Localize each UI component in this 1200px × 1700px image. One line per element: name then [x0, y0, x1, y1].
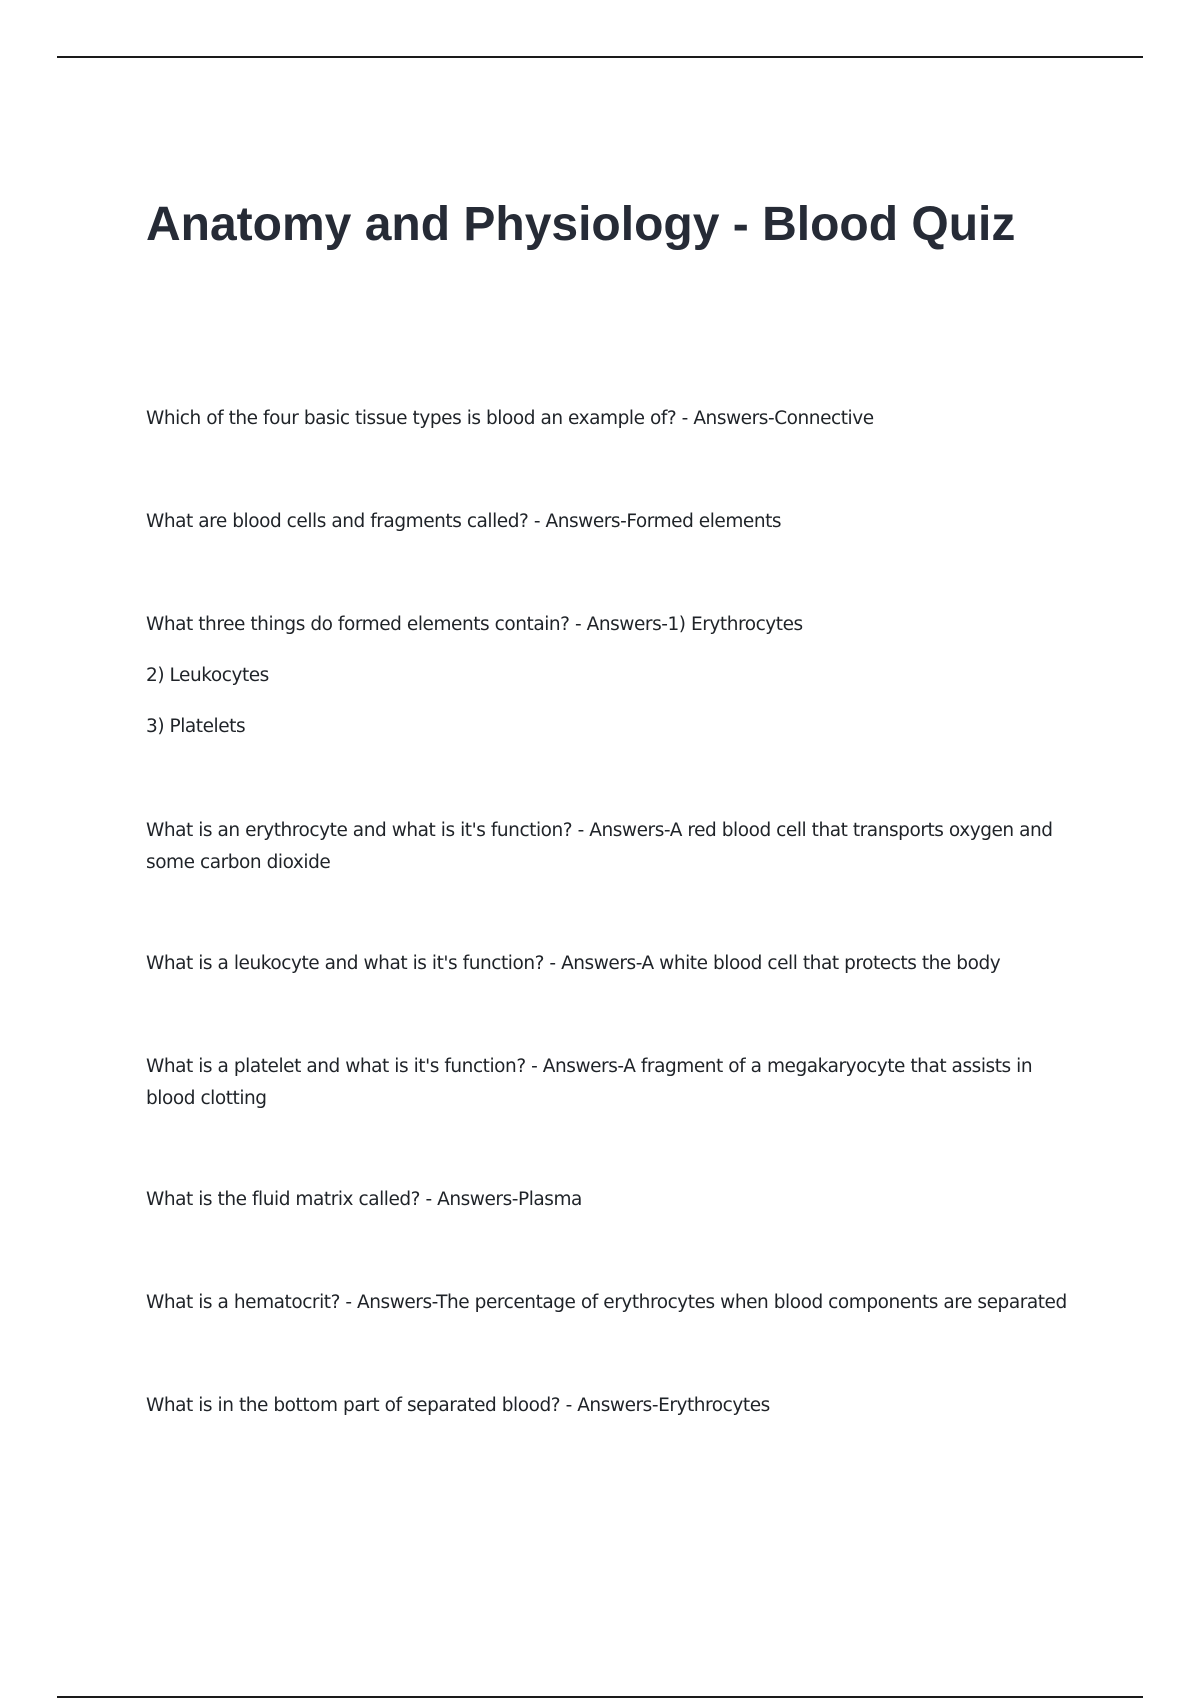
qa-item-formed-elements-contents: [146, 609, 1096, 743]
bottom-divider: [57, 1696, 1143, 1698]
qa-item-hematocrit: [146, 1287, 1096, 1319]
qa-line: 2) Leukocytes: [146, 665, 269, 686]
qa-line: What are blood cells and fragments called? - Answers-Formed elements: [146, 511, 782, 532]
qa-line: What is a leukocyte and what is it's function? - Answers-A white blood cell that protects the body: [146, 953, 1001, 974]
qa-line: Which of the four basic tissue types is blood an example of? - Answers-Connective: [146, 408, 874, 429]
top-divider: [57, 56, 1143, 58]
qa-line: What is the fluid matrix called? - Answers-Plasma: [146, 1189, 582, 1210]
qa-line: some carbon dioxide: [146, 852, 331, 873]
qa-line: What is a platelet and what is it's function? - Answers-A fragment of a megakaryocyte that assists in: [146, 1056, 1033, 1077]
qa-line: blood clotting: [146, 1088, 267, 1109]
qa-line: What is in the bottom part of separated blood? - Answers-Erythrocytes: [146, 1395, 770, 1416]
qa-item-formed-elements: [146, 506, 1096, 538]
qa-line: What is an erythrocyte and what is it's function? - Answers-A red blood cell that transports oxygen and: [146, 820, 1053, 841]
qa-item-leukocyte: [146, 948, 1096, 980]
qa-line: 3) Platelets: [146, 716, 246, 737]
qa-item-separated-blood: [146, 1390, 1096, 1422]
qa-line: What is a hematocrit? - Answers-The percentage of erythrocytes when blood components are separated: [146, 1292, 1067, 1313]
qa-line: What three things do formed elements contain? - Answers-1) Erythrocytes: [146, 614, 803, 635]
qa-item-fluid-matrix: [146, 1184, 1096, 1216]
qa-item-erythrocyte: [146, 815, 1096, 879]
qa-item-platelet: [146, 1051, 1096, 1115]
page-title: Anatomy and Physiology - Blood Quiz: [146, 198, 1016, 251]
qa-item-tissue-type: [146, 403, 1096, 435]
